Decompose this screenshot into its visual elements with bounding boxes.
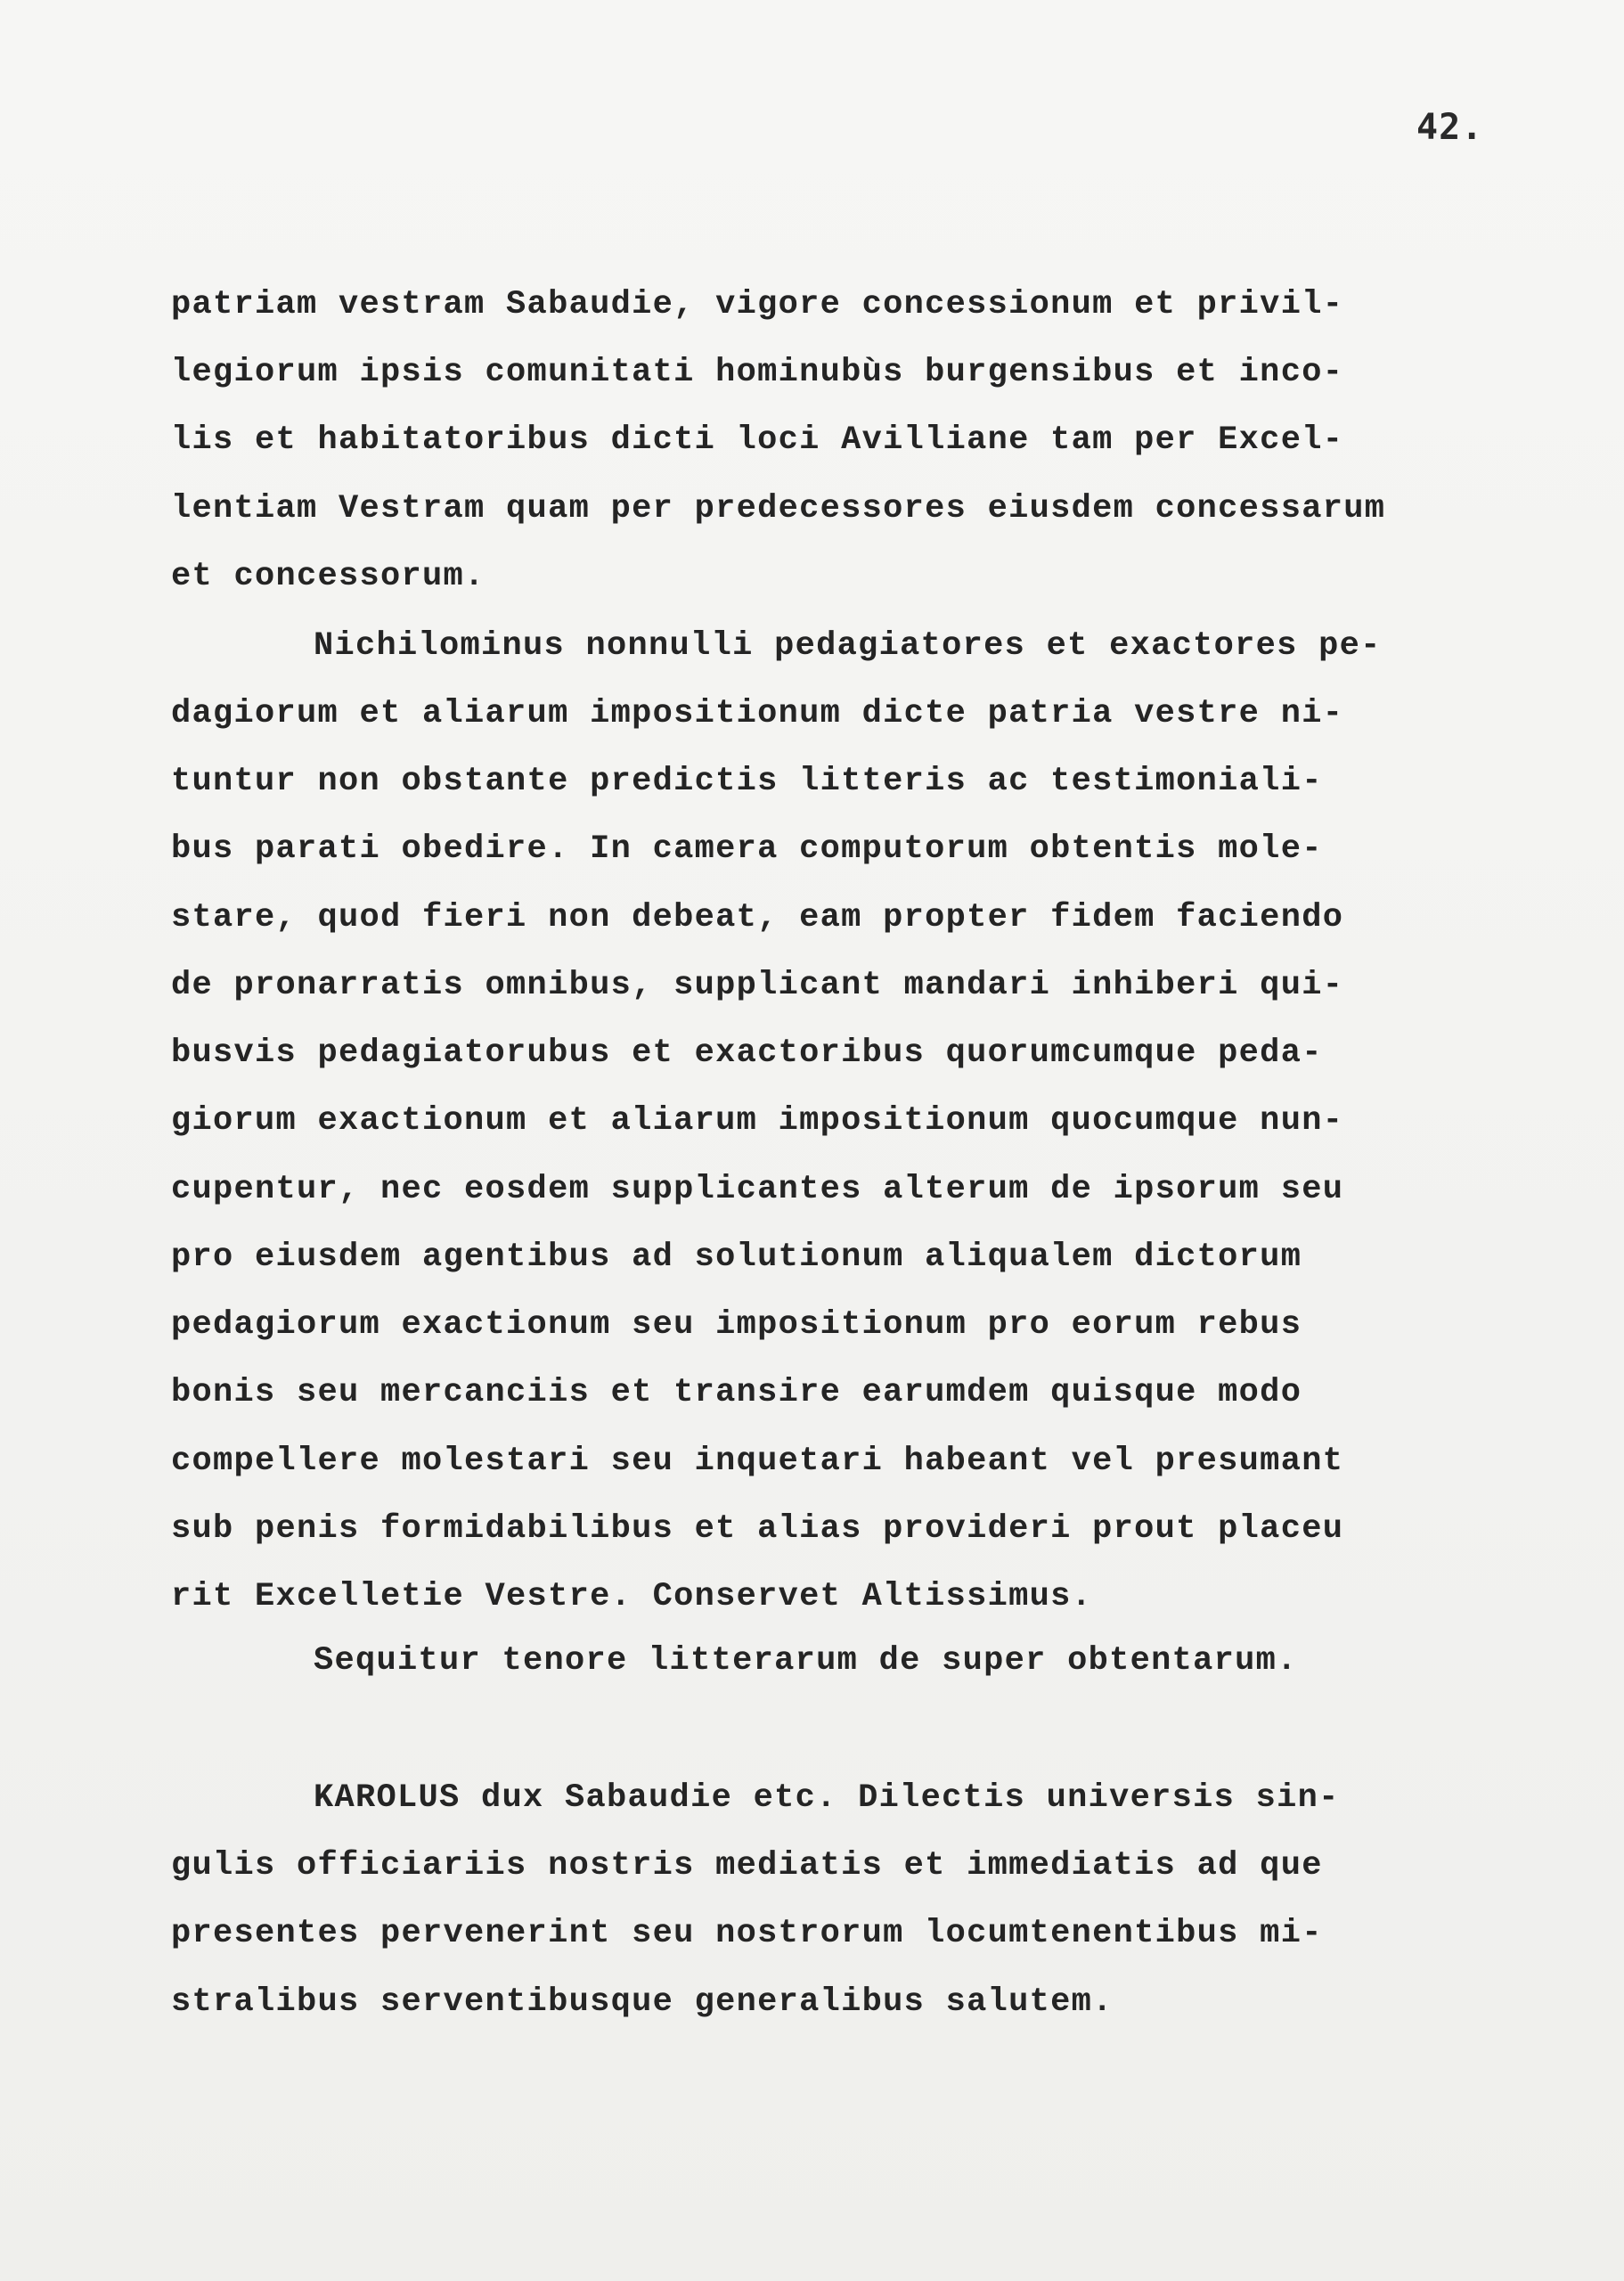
text-line: giorum exactionum et aliarum impositionum quocumque nun- xyxy=(171,1102,1344,1140)
text-line: stare, quod fieri non debeat, eam propter fidem faciendo xyxy=(171,899,1344,936)
text-line: cupentur, nec eosdem supplicantes alterum de ipsorum seu xyxy=(171,1171,1344,1208)
text-line: lentiam Vestram quam per predecessores eiusdem concessarum xyxy=(171,490,1386,527)
text-line: gulis officiariis nostris mediatis et immediatis ad que xyxy=(171,1847,1323,1884)
text-line: busvis pedagiatorubus et exactoribus quorumcumque peda- xyxy=(171,1034,1323,1072)
text-line: et concessorum. xyxy=(171,558,486,595)
text-line: KAROLUS dux Sabaudie etc. Dilectis universis sin- xyxy=(314,1779,1340,1817)
page-number: 42. xyxy=(1416,107,1484,148)
text-line: sub penis formidabilibus et alias provideri prout placeu xyxy=(171,1510,1344,1548)
text-line: bus parati obedire. In camera computorum obtentis mole- xyxy=(171,830,1323,868)
text-line: bonis seu mercanciis et transire earumdem quisque modo xyxy=(171,1374,1302,1411)
text-line: pro eiusdem agentibus ad solutionum aliqualem dictorum xyxy=(171,1239,1302,1276)
text-line: rit Excelletie Vestre. Conservet Altissimus. xyxy=(171,1578,1093,1615)
text-line: Sequitur tenore litterarum de super obtentarum. xyxy=(314,1642,1298,1680)
text-line: patriam vestram Sabaudie, vigore concessionum et privil- xyxy=(171,286,1344,323)
text-line: de pronarratis omnibus, supplicant mandari inhiberi qui- xyxy=(171,967,1344,1004)
text-line: pedagiorum exactionum seu impositionum pro eorum rebus xyxy=(171,1306,1302,1344)
text-line: stralibus serventibusque generalibus salutem. xyxy=(171,1983,1114,2021)
text-line: compellere molestari seu inquetari habeant vel presumant xyxy=(171,1443,1344,1480)
text-line: dagiorum et aliarum impositionum dicte patria vestre ni- xyxy=(171,695,1344,732)
text-line: Nichilominus nonnulli pedagiatores et exactores pe- xyxy=(314,627,1382,665)
text-line: tuntur non obstante predictis litteris ac testimoniali- xyxy=(171,763,1323,800)
text-line: legiorum ipsis comunitati hominubùs burgensibus et inco- xyxy=(171,354,1344,391)
text-line: lis et habitatoribus dicti loci Avilliane tam per Excel- xyxy=(171,421,1344,459)
text-line: presentes pervenerint seu nostrorum locumtenentibus mi- xyxy=(171,1915,1323,1952)
